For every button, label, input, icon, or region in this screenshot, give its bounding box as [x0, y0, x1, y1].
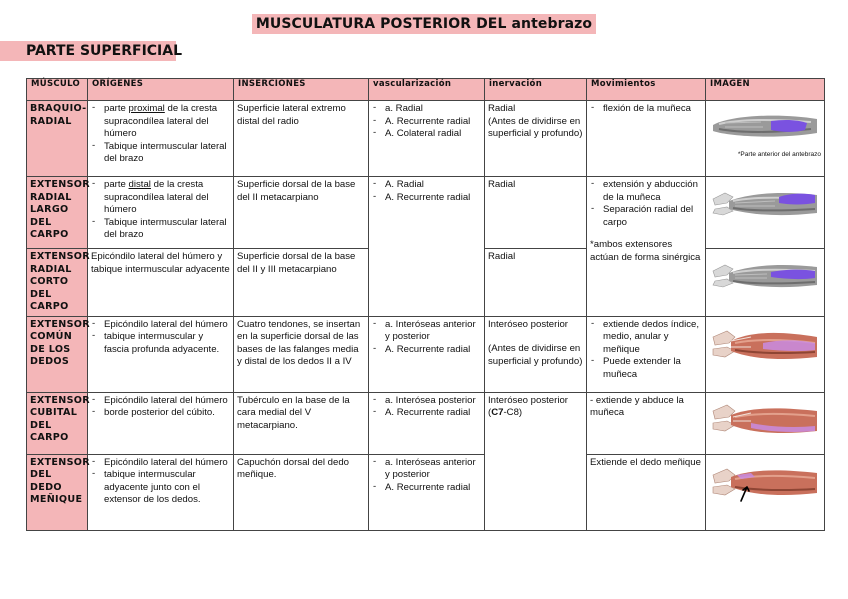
vessel-item: - A. Recurrente radial: [372, 116, 481, 129]
innervation-cell: Radial: [485, 177, 587, 249]
muscle-name: BRAQUIO-RADIAL: [27, 101, 88, 177]
image-cell: [706, 316, 825, 392]
table-header-row: [27, 79, 825, 101]
vessel-item: - a. Interóseas anterior y posterior: [372, 457, 481, 482]
header-vascularization: vascularización: [369, 79, 485, 101]
vessel-item: - a. Interósea posterior: [372, 395, 481, 408]
origin-item: - Tabique intermuscular lateral del brazo: [91, 217, 230, 242]
nerve-paren: (: [488, 407, 492, 418]
extensor-carpi-radialis-longus-illustration: [711, 179, 819, 229]
header-image: IMAGEN: [706, 79, 825, 101]
innervation-cell: Radial: [485, 249, 587, 317]
insertion-cell: Superficie dorsal de la base del II metacarpiano: [234, 177, 369, 249]
section-title: PARTE SUPERFICIAL: [0, 41, 176, 61]
innervation-cell: [485, 392, 587, 530]
movement-cell: Extiende el dedo meñique: [587, 454, 706, 530]
movement-cell: [587, 177, 706, 317]
nerve-root: [488, 407, 583, 420]
movement-item: - Puede extender la muñeca: [590, 356, 702, 381]
vessel-item: - A. Recurrente radial: [372, 344, 481, 357]
header-insertions: INSERCIONES: [234, 79, 369, 101]
vessel-item: - A. Colateral radial: [372, 128, 481, 141]
muscle-name: EXTENSOR CUBITAL DEL CARPO: [27, 392, 88, 454]
table-row: [27, 177, 825, 249]
vessel-item: - A. Recurrente radial: [372, 482, 481, 495]
header-movements: Movimientos: [587, 79, 706, 101]
origin-item: - Epicóndilo lateral del húmero: [91, 395, 230, 408]
origin-underlined: proximal: [128, 103, 165, 114]
origin-item: [91, 103, 230, 141]
nerve-text: Interóseo posterior: [488, 394, 568, 406]
vessel-item: - A. Radial: [372, 179, 481, 192]
origin-cell: [88, 392, 234, 454]
muscle-name: EXTENSOR RADIAL CORTO DEL CARPO: [27, 249, 88, 317]
insertion-cell: Superficie lateral extremo distal del radio: [234, 101, 369, 177]
header-innervation: inervación: [485, 79, 587, 101]
movement-cell: [587, 316, 706, 392]
origin-item: - tabique intermuscular adyacente junto con el extensor de los dedos.: [91, 469, 230, 507]
origin-cell: [88, 177, 234, 249]
table-row: [27, 316, 825, 392]
extensor-digiti-minimi-illustration: [711, 457, 819, 517]
origin-text: de la cresta supracondílea lateral del húmero: [104, 103, 218, 139]
header-muscle: MÚSCULO: [27, 79, 88, 101]
document-title: MUSCULATURA POSTERIOR DEL antebrazo: [252, 14, 596, 34]
insertion-cell: Tubérculo en la base de la cara medial del V metacarpiano.: [234, 392, 369, 454]
origin-text: de la cresta supracondílea lateral del húmero: [104, 179, 209, 215]
insertion-cell: Cuatro tendones, se insertan en la superficie dorsal de las bases de las falanges media y distal de los dedos II a IV: [234, 316, 369, 392]
origin-item: [91, 179, 230, 217]
origin-text: parte: [104, 179, 129, 190]
origin-cell: Epicóndilo lateral del húmero y tabique intermuscular adyacente: [88, 249, 234, 317]
image-cell: [706, 454, 825, 530]
vascularization-cell: [369, 316, 485, 392]
image-cell: [706, 249, 825, 317]
origin-item: - Epicóndilo lateral del húmero: [91, 319, 230, 332]
origin-cell: [88, 316, 234, 392]
vessel-item: - A. Recurrente radial: [372, 192, 481, 205]
origin-item: - Epicóndilo lateral del húmero: [91, 457, 230, 470]
brachioradialis-illustration: [711, 103, 819, 149]
movement-cell: [587, 101, 706, 177]
table-row: [27, 454, 825, 530]
synergy-note: *ambos extensores actúan de forma sinérgica: [590, 239, 701, 263]
origin-item: - borde posterior del cúbito.: [91, 407, 230, 420]
vascularization-cell: [369, 392, 485, 454]
nerve-root-bold: C7: [491, 407, 504, 418]
vascularization-cell: [369, 177, 485, 317]
muscles-table: [26, 78, 825, 531]
image-caption: *Parte anterior del antebrazo: [737, 151, 821, 158]
nerve-root-rest: -C8): [503, 407, 523, 418]
vascularization-cell: [369, 454, 485, 530]
table-row: [27, 101, 825, 177]
movement-cell: - extiende y abduce la muñeca: [587, 392, 706, 454]
header-origins: ORÍGENES: [88, 79, 234, 101]
origin-cell: [88, 454, 234, 530]
movement-item: - Separación radial del carpo: [590, 204, 702, 229]
origin-item: - tabique intermuscular y fascia profunda adyacente.: [91, 331, 230, 356]
origin-cell: [88, 101, 234, 177]
image-cell: [706, 177, 825, 249]
image-cell: [706, 101, 825, 177]
innervation-cell: Radial (Antes de dividirse en superficial y profundo): [485, 101, 587, 177]
extensor-digitorum-illustration: [711, 319, 819, 373]
vessel-item: - A. Recurrente radial: [372, 407, 481, 420]
nerve-note: (Antes de dividirse en superficial y profundo): [488, 343, 583, 367]
vascularization-cell: [369, 101, 485, 177]
origin-text: parte: [104, 103, 129, 114]
extensor-carpi-ulnaris-illustration: [711, 395, 819, 445]
origin-item: - Tabique intermuscular lateral del brazo: [91, 141, 230, 166]
insertion-cell: Capuchón dorsal del dedo meñique.: [234, 454, 369, 530]
muscle-name: EXTENSOR COMÚN DE LOS DEDOS: [27, 316, 88, 392]
movement-item: - extiende dedos índice, medio, anular y meñique: [590, 319, 702, 357]
movement-item: - extensión y abducción de la muñeca: [590, 179, 702, 204]
insertion-cell: Superficie dorsal de la base del II y III metacarpiano: [234, 249, 369, 317]
nerve-text: Interóseo posterior: [488, 318, 568, 330]
table-row: [27, 392, 825, 454]
movement-item: - flexión de la muñeca: [590, 103, 702, 116]
vessel-item: - a. Radial: [372, 103, 481, 116]
muscle-name: EXTENSOR DEL DEDO MEÑIQUE: [27, 454, 88, 530]
muscle-name: EXTENSOR RADIAL LARGO DEL CARPO: [27, 177, 88, 249]
origin-underlined: distal: [128, 179, 151, 190]
vessel-item: - a. Interóseas anterior y posterior: [372, 319, 481, 344]
innervation-cell: [485, 316, 587, 392]
extensor-carpi-radialis-brevis-illustration: [711, 251, 819, 301]
image-cell: [706, 392, 825, 454]
